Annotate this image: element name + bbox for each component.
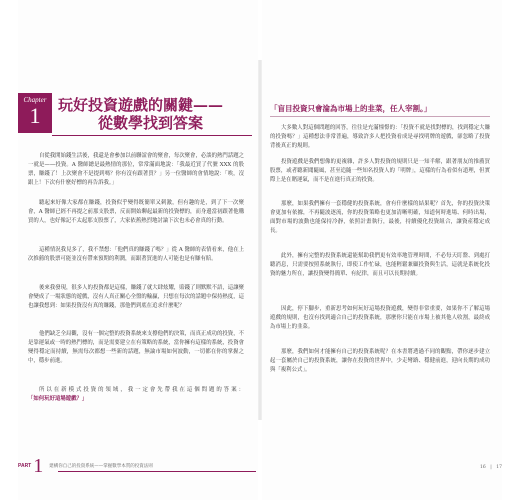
footer-rule [58,471,256,472]
right-paragraph-2: 投資遊戲是我們想像的更複雜，許多人對投資的規則只是一知半解，跟著朋友的推薦買股票，或者聽新聞隨風，甚至追隨一些知名投資人的「明牌」，這樣的行為看似有道理，但實際上是在賭運氣，而不是在進行真正的投資。 [270,159,490,183]
left-paragraph-5: 他們缺乏全局觀，沒有一個完整的投資系統來支撐他們的決策，而真正成功的投資，不是靠運氣或一時的熱門標的，而是需要建立在有策略的系統，當你擁有這樣的系統，投資會變得穩定而持續，無需每次都想一些新的話題，無論市場如何波動，一切都在你的掌握之中，穩步前進。 [28,331,244,364]
part-number: 1 [33,455,44,477]
right-paragraph-1: 大多數人對這個問題的回答，往往是充滿憧憬的：「投資不就是找對標的，找到穩定大賺的投資嗎？」這種想法非常普遍，導致許多人把投資看成是尋找明牌的遊戲，卻忽略了投資背後真正的規則。 [270,125,490,149]
page-numbers: 16 | 17 [480,465,502,470]
left-paragraph-4: 後來我發現，很多人的投資都是這樣，賺錢了就大肆炫耀，賠錢了則默默不語，這讓聚會變成了一場狀態的遊戲，沒有人真正關心全盤的輸贏，只想在每次的話題中保持熱度，這也讓我想到：如果投資沒有真的賺錢，那他們到底在追求什麼呢？ [28,285,244,309]
chapter-word: Chapter [23,96,47,104]
right-heading-rule [270,116,490,117]
right-paragraph-4: 此外，擁有完整的投資系統還能幫助我們更有效率地管理時間，不必每天盯盤、到處打聽消息，只需要按照系統執行，即使工作忙碌，也能輕鬆兼顧投資與生活，這就是系統化投資的魅力所在，讓投資變得簡單、有紀律，而且可以長期持續。 [270,253,490,277]
right-heading-quote: 「盲目投資只會淪為市場上的韭菜，任人宰割。」 [270,104,432,113]
left-quote: 「如何玩好這場遊戲？」 [28,396,88,402]
chapter-title-line1: 玩好投資遊戲的關鍵—— [58,96,224,114]
chapter-number: 1 [29,103,41,128]
chapter-badge [18,93,52,133]
right-page [262,0,502,500]
left-paragraph-1: 自從我開始錢生活後，我還是會參加以前聯誼會的聚會，每次聚會，必談的熱門話題之一就是——投資。A 醫師總是最熱情的那位，常常滿面地說：「我最近買了代號 XXX 的股票，賺錢了！上次聚會不是提到嗎？你有沒有跟著買？」另一位醫師的會情地說：「唉，沒跟上！下次有什麼好標的再告訴我。」 [28,153,244,186]
left-paragraph-6 [28,386,244,404]
right-paragraph-5: 因此，停下腳步，重新思考如何玩好這場投資遊戲，變得非常重要，如果你不了解這場遊戲的規則，也沒有找到適合自己的投資系統，那麼你只能在市場上被其他人收割，最終成為市場上的韭菜。 [270,306,490,330]
right-paragraph-6: 那麼，我們如何才能擁有自己的投資系統呢？在本書將透過不同的觀點，帶你逐步建立起一套屬於自己的投資系統，讓你在投資的世界中，少走彎路、穩健前進，迎向長期的成功與「複利公式」。 [270,349,490,373]
chapter-title-line2: 從數學找到答案 [98,114,204,132]
left-paragraph-3: 這種情況我見多了，我不禁想：「他們真的賺錢了嗎？」從 A 醫師的表情看來，他在上次推薦的股票可能並沒有帶來預期的利潤，而跟著買進的人可能也是有賺有賠。 [28,247,244,262]
part-word: PART [18,463,32,469]
left-paragraph-6-text: 所以在新模式投資的領域，我一定會先帶我在這個問題的答案： [39,387,244,393]
left-paragraph-2: 聽起來好像大家都在賺錢，投資似乎變得既簡單又刺激，但有趣的是，到了下一次聚會，A 醫師已經不再提之前那支股票，反而開始聊起最新的投資標的，而身邊當初跟著他購買的人，也好像記不太起那支股票了，大家依舊熱烈地討論下次也未必會真的行動。 [28,200,244,224]
chapter-rule [52,135,252,136]
chapter-title [58,96,258,132]
footer-title: 建構你自己的投資系統——掌握數學本質的投資法則 [49,464,153,469]
book-gutter [258,60,262,420]
right-paragraph-3: 那麼，如果我們擁有一套穩健的投資系統，會有什麼樣的結果呢？首先，你的投資決策會更加有依據，不再隨波逐流，你的投資策略也更加清晰明確，知道何時進場、何時出場，面對市場的波動也能保持冷靜，依照計畫執行，最後，持續優化投資組合，讓資產穩定成長。 [270,201,490,234]
